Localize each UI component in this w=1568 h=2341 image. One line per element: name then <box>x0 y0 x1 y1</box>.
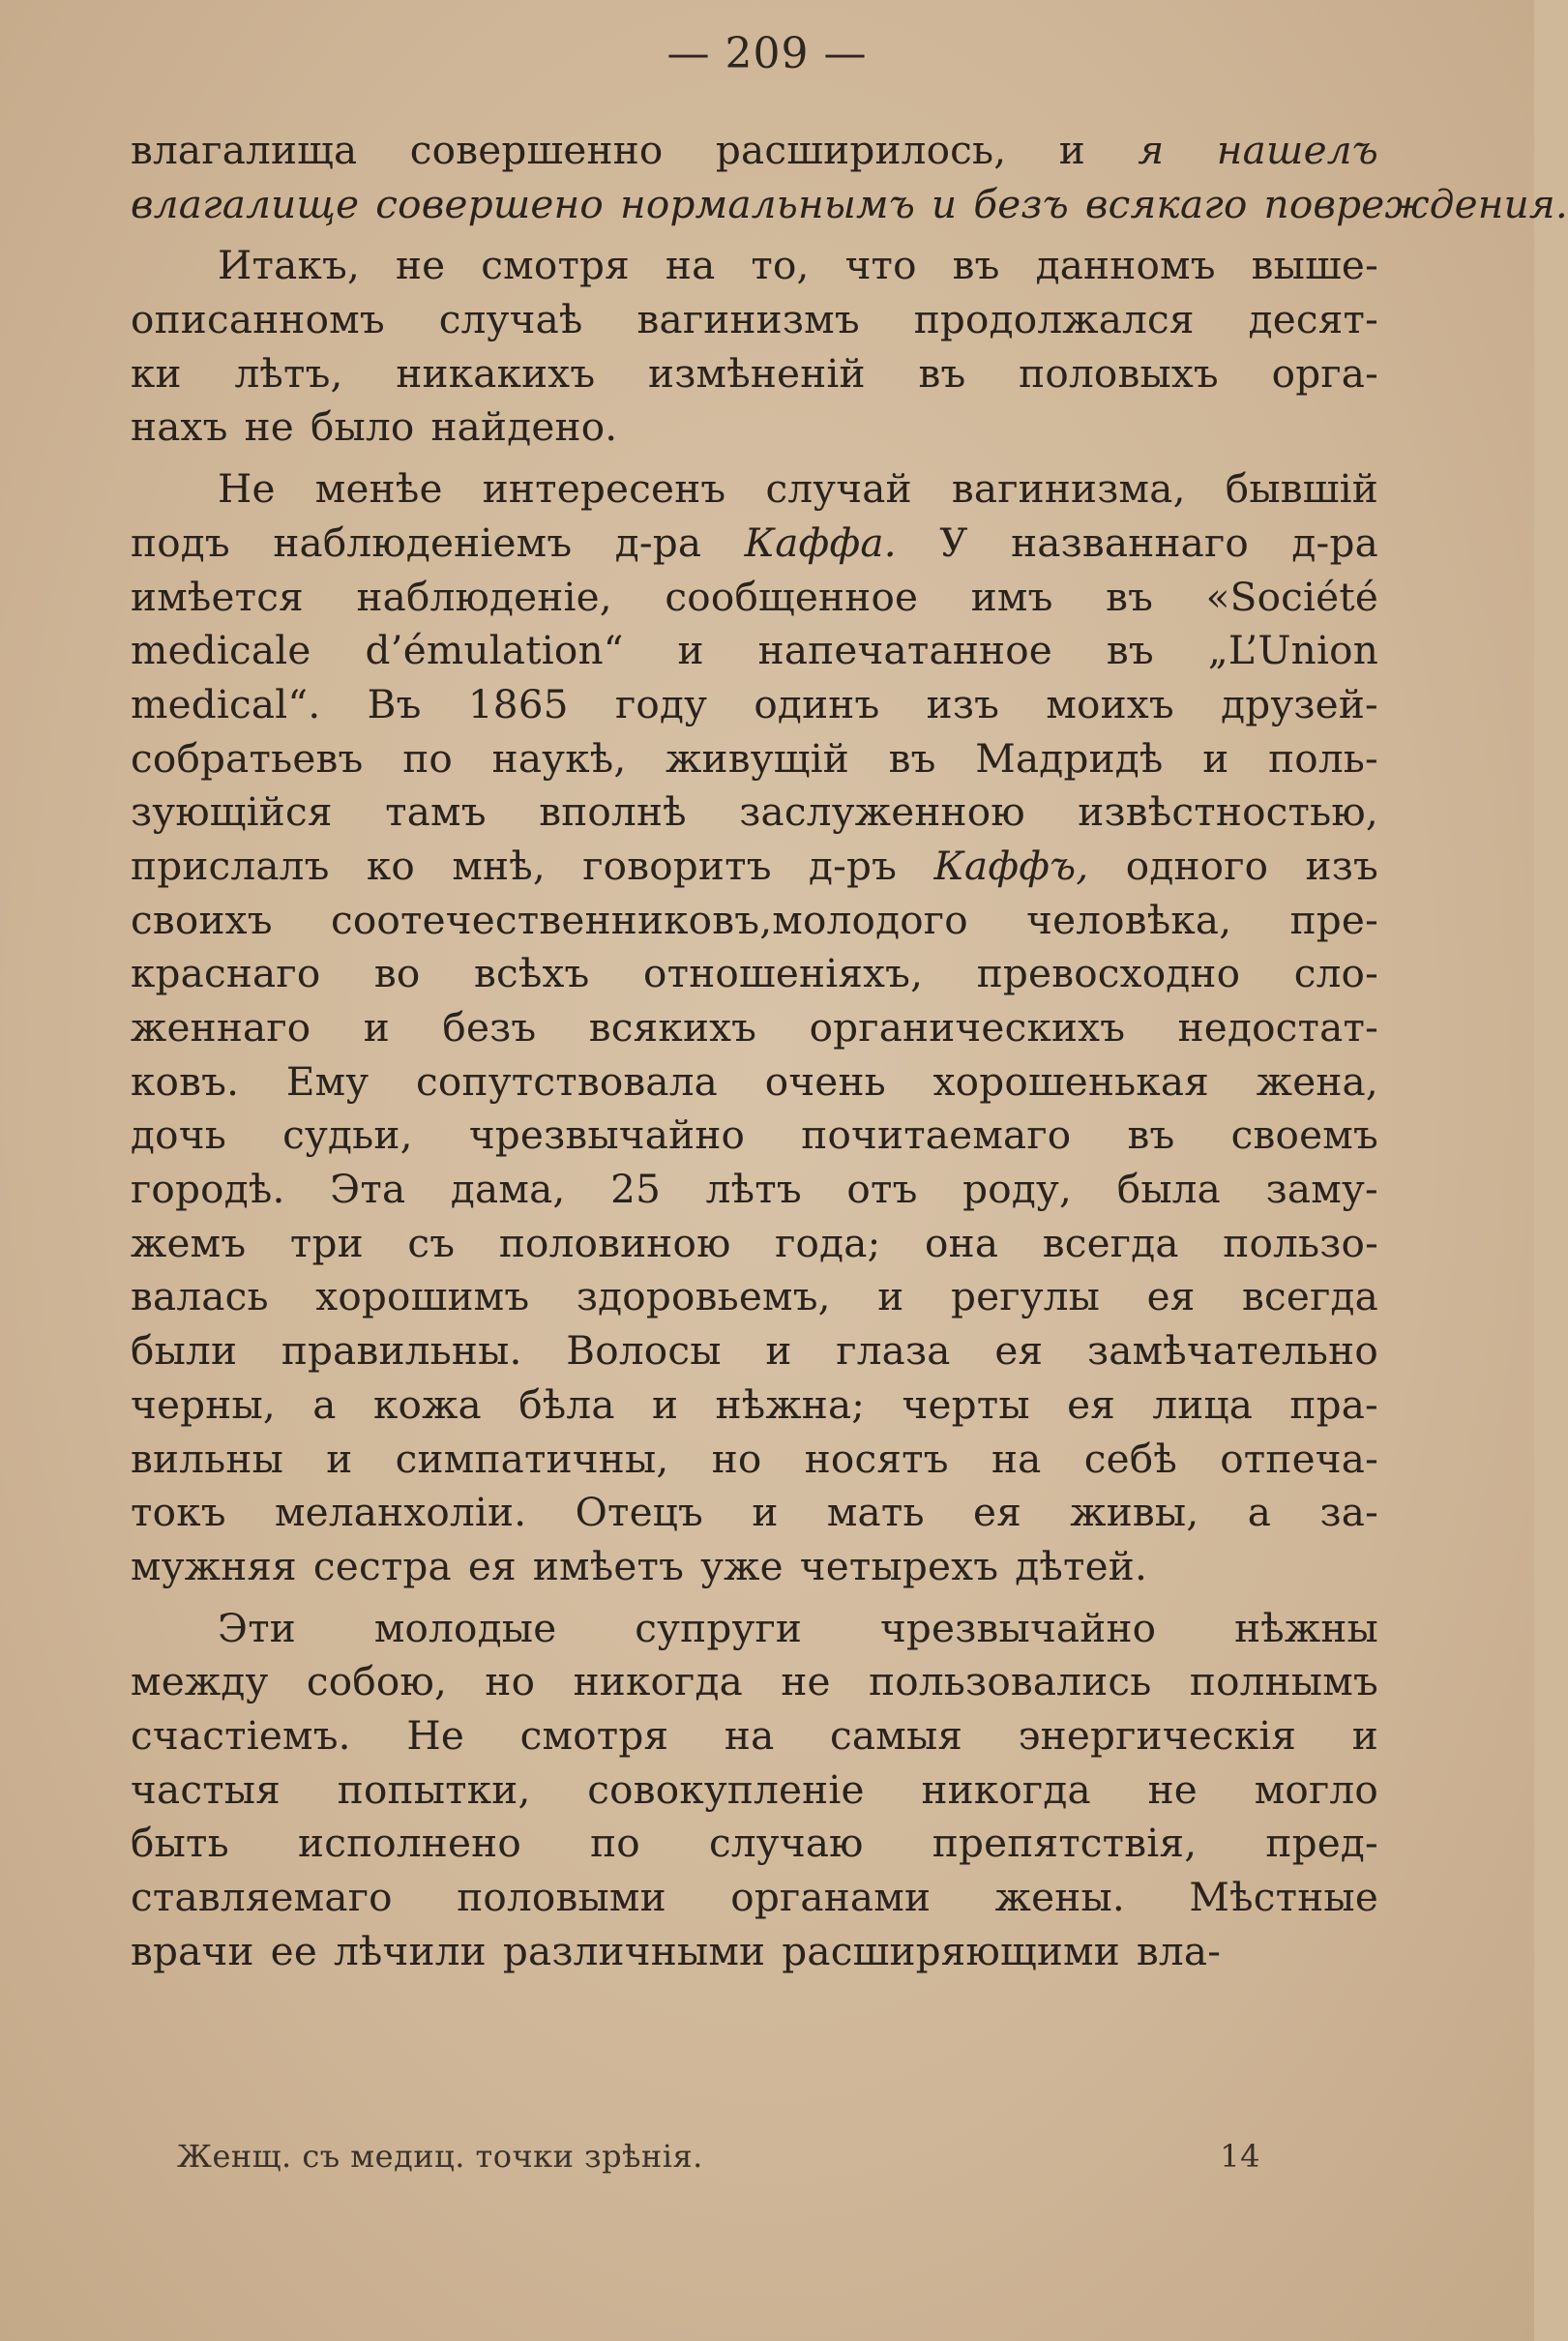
word: говоритъ <box>582 842 772 889</box>
word: десят- <box>1248 296 1378 343</box>
word: соотечественниковъ,молодого <box>330 896 968 943</box>
word: medical“. <box>131 680 321 727</box>
word: Каффа. <box>744 519 897 566</box>
word: между <box>131 1658 269 1705</box>
word: найдено. <box>430 403 618 451</box>
word: мужняя <box>131 1542 297 1589</box>
word: никогда <box>573 1658 743 1705</box>
word: и <box>363 1004 390 1051</box>
word: отпеча- <box>1220 1435 1378 1482</box>
word: самыя <box>830 1711 963 1759</box>
word: вагинизмъ <box>636 296 860 343</box>
word: описанномъ <box>131 296 385 343</box>
word: безъ <box>973 180 1069 227</box>
text-line <box>131 1378 1378 1433</box>
text-line <box>131 571 1378 625</box>
word: всякаго <box>1084 180 1248 227</box>
text-line <box>131 1925 1378 1979</box>
word: тамъ <box>385 788 487 836</box>
word: и <box>877 1273 904 1320</box>
text-line <box>131 1709 1378 1763</box>
word: нѣжна; <box>715 1380 866 1428</box>
word: не <box>244 403 294 451</box>
word: Эти <box>218 1604 296 1651</box>
word: живы, <box>1070 1489 1199 1536</box>
word: ставляемаго <box>131 1874 393 1920</box>
text-line <box>131 624 1378 678</box>
word: и <box>1202 734 1229 782</box>
word: заму- <box>1265 1166 1378 1213</box>
word: энергическія <box>1018 1711 1297 1759</box>
text-line <box>131 1163 1378 1217</box>
text-line <box>131 517 1378 571</box>
word: дочь <box>131 1111 226 1159</box>
word: могло <box>1254 1765 1378 1813</box>
word: сообщенное <box>665 573 919 620</box>
word: сестра <box>312 1542 452 1589</box>
word: кожа <box>372 1380 482 1428</box>
word: въ <box>952 242 1000 289</box>
word: d’émulation“ <box>365 627 624 674</box>
word: себѣ <box>1083 1435 1177 1482</box>
word: человѣка, <box>1026 896 1232 943</box>
word: а <box>1247 1489 1272 1536</box>
word: изъ <box>1305 842 1378 889</box>
word: смотря <box>519 1711 669 1759</box>
text-line <box>131 1217 1378 1271</box>
word: жемъ <box>131 1219 247 1266</box>
word: „L’Union <box>1207 627 1378 674</box>
word: половыми <box>457 1874 666 1920</box>
word: по <box>590 1820 640 1867</box>
word: замѣчательно <box>1086 1327 1378 1375</box>
word: почитаемаго <box>801 1111 1072 1159</box>
word: недостат- <box>1177 1004 1378 1051</box>
text-line <box>131 1763 1378 1818</box>
word: мать <box>826 1489 925 1536</box>
word: д-ра <box>1291 519 1378 566</box>
word: всѣхъ <box>474 950 590 997</box>
text-line <box>131 1540 1378 1594</box>
text-line <box>131 1109 1378 1163</box>
word: случаѣ <box>438 296 583 343</box>
word: ея <box>994 1327 1044 1375</box>
word: Отецъ <box>575 1489 703 1536</box>
word: половыхъ <box>1019 349 1219 397</box>
word: д-ра <box>614 519 702 566</box>
word: всегда <box>1042 1219 1179 1266</box>
word: ея <box>973 1489 1021 1536</box>
word: влагалище <box>131 180 360 227</box>
word: полнымъ <box>1189 1658 1378 1705</box>
word: лѣчили <box>334 1927 487 1974</box>
word: нахъ <box>131 403 228 451</box>
word: за- <box>1319 1489 1378 1536</box>
word: препятствія, <box>932 1820 1198 1867</box>
word: ее <box>270 1927 317 1974</box>
text-line <box>131 894 1378 948</box>
paragraph-gap <box>131 231 1378 239</box>
paragraph <box>131 124 1568 231</box>
word: заслуженною <box>739 788 1025 836</box>
paragraph <box>131 239 1378 455</box>
word: 25 <box>610 1166 662 1213</box>
word: въ <box>1106 573 1154 620</box>
paragraph <box>131 1602 1378 1979</box>
word: глаза <box>836 1327 951 1375</box>
word: прислалъ <box>131 842 330 889</box>
word: повреждения. <box>1263 180 1568 227</box>
paragraph-gap <box>131 455 1378 462</box>
word: и <box>651 1380 679 1428</box>
word: названнаго <box>1011 519 1249 566</box>
word: орга- <box>1271 349 1378 397</box>
word: вполнѣ <box>539 788 687 836</box>
text-line <box>131 1433 1378 1487</box>
word: никогда <box>921 1765 1091 1813</box>
text-line <box>131 840 1378 894</box>
word: выше- <box>1251 242 1378 289</box>
word: наблюденіе, <box>356 573 612 620</box>
word: и <box>1058 127 1085 173</box>
word: ея <box>1146 1273 1196 1320</box>
word: ки <box>131 349 182 397</box>
word: пред- <box>1265 1820 1378 1867</box>
word: симпатичны, <box>395 1435 669 1482</box>
word: собою, <box>306 1658 448 1705</box>
word: жены. <box>994 1874 1125 1920</box>
word: пре- <box>1289 896 1378 943</box>
word: роду, <box>962 1166 1073 1213</box>
word: смотря <box>481 242 630 289</box>
word: регулы <box>950 1273 1101 1320</box>
word: и <box>752 1489 779 1536</box>
word: въ <box>1106 627 1154 674</box>
word: Не <box>218 465 276 513</box>
word: черты <box>902 1380 1030 1428</box>
word: въ <box>918 349 966 397</box>
word: вильны <box>131 1435 283 1482</box>
word: совершенно <box>409 127 664 173</box>
text-line <box>131 1001 1378 1055</box>
text-line <box>131 785 1378 840</box>
word: medicale <box>131 627 311 674</box>
word: Волосы <box>566 1327 722 1375</box>
word: во <box>373 950 421 997</box>
word: живущій <box>666 734 849 782</box>
word: исполнено <box>298 1820 521 1867</box>
word: то, <box>751 242 810 289</box>
word: въ <box>888 734 936 782</box>
text-line <box>131 1270 1378 1324</box>
word: случай <box>765 465 912 513</box>
word: на <box>665 242 716 289</box>
word: быть <box>131 1820 229 1867</box>
word: валась <box>131 1273 269 1320</box>
text-line <box>131 1486 1378 1540</box>
word: подъ <box>131 519 230 566</box>
text-line <box>131 678 1378 732</box>
word: чрезвычайно <box>879 1604 1157 1651</box>
text-line <box>131 1817 1378 1871</box>
word: Мадридѣ <box>975 734 1164 782</box>
word: вла- <box>1136 1927 1222 1974</box>
word: поль- <box>1268 734 1378 782</box>
word: вагинизма, <box>951 465 1186 513</box>
word: хорошенькая <box>932 1057 1210 1105</box>
word: наукѣ, <box>491 734 627 782</box>
text-line <box>131 1871 1378 1925</box>
word: половиною <box>498 1219 731 1266</box>
word: пользо- <box>1223 1219 1378 1266</box>
word: мнѣ, <box>452 842 546 889</box>
page-footer <box>177 2138 1260 2175</box>
word: продолжался <box>913 296 1195 343</box>
word: «Société <box>1205 573 1378 620</box>
text-line <box>131 947 1378 1001</box>
word: черны, <box>131 1380 276 1428</box>
word: была <box>1116 1166 1222 1213</box>
word: расширяющими <box>782 1927 1120 1974</box>
word: съ <box>407 1219 456 1266</box>
word: интересенъ <box>482 465 726 513</box>
word: но <box>485 1658 536 1705</box>
word: случаю <box>709 1820 864 1867</box>
word: никакихъ <box>396 349 596 397</box>
text-line <box>131 732 1378 786</box>
text-line <box>131 178 1568 232</box>
word: жена, <box>1256 1057 1378 1105</box>
word: сопутствовала <box>416 1057 719 1105</box>
word: меланхоліи. <box>274 1489 527 1536</box>
word: и <box>677 627 704 674</box>
word: ковъ. <box>131 1057 240 1105</box>
word: городѣ. <box>131 1166 285 1213</box>
word: Мѣстные <box>1189 1874 1378 1920</box>
word: Ему <box>285 1057 370 1105</box>
word: изъ <box>926 680 1000 727</box>
word: ея <box>1067 1380 1116 1428</box>
word: правильны. <box>281 1327 522 1375</box>
word: нормальнымъ <box>620 180 916 227</box>
word: имѣется <box>131 573 304 620</box>
word: не <box>781 1658 831 1705</box>
word: д-ръ <box>809 842 898 889</box>
word: Эта <box>330 1166 406 1213</box>
word: я <box>1138 127 1165 173</box>
word: и <box>765 1327 792 1375</box>
word: молодые <box>373 1604 557 1651</box>
text-line <box>131 1602 1378 1656</box>
word: и <box>932 180 958 227</box>
footer-sheet-number: 14 <box>1220 2138 1260 2175</box>
word: носятъ <box>804 1435 949 1482</box>
word: очень <box>764 1057 886 1105</box>
word: на <box>724 1711 775 1759</box>
word: бывшій <box>1225 465 1378 513</box>
word: частыя <box>131 1765 281 1813</box>
word: менѣе <box>314 465 443 513</box>
word: своемъ <box>1230 1111 1378 1159</box>
word: дама, <box>450 1166 566 1213</box>
word: данномъ <box>1035 242 1216 289</box>
word: три <box>289 1219 364 1266</box>
word: она <box>925 1219 999 1266</box>
word: сло- <box>1293 950 1378 997</box>
word: извѣстностью, <box>1078 788 1378 836</box>
word: одинъ <box>754 680 880 727</box>
text-line <box>131 462 1378 517</box>
word: врачи <box>131 1927 254 1974</box>
page-number: — 209 — <box>666 29 868 78</box>
word: хорошимъ <box>315 1273 530 1320</box>
word: моихъ <box>1046 680 1174 727</box>
word: уже <box>700 1542 784 1589</box>
word: нашелъ <box>1216 127 1378 173</box>
word: имѣетъ <box>532 1542 685 1589</box>
word: своихъ <box>131 896 273 943</box>
word: Каффъ, <box>933 842 1089 889</box>
word: совершено <box>375 180 605 227</box>
text-line <box>131 124 1378 178</box>
word: женнаго <box>131 1004 311 1051</box>
word: и <box>1351 1711 1378 1759</box>
text-line <box>131 1324 1378 1378</box>
word: не <box>395 242 446 289</box>
word: лѣтъ, <box>234 349 343 397</box>
word: органическихъ <box>809 1004 1126 1051</box>
word: супруги <box>635 1604 803 1651</box>
text-line <box>131 400 1378 455</box>
body-text <box>131 124 1568 1978</box>
word: зующійся <box>131 788 333 836</box>
word: и <box>326 1435 353 1482</box>
word: друзей- <box>1221 680 1378 727</box>
text-line <box>131 239 1378 293</box>
text-line <box>131 347 1378 401</box>
word: отношеніяхъ, <box>643 950 924 997</box>
word: лѣтъ <box>705 1166 802 1213</box>
word: въ <box>1127 1111 1175 1159</box>
word: были <box>131 1327 238 1375</box>
word: ея <box>467 1542 517 1589</box>
word: безъ <box>442 1004 537 1051</box>
word: по <box>402 734 453 782</box>
word: года; <box>775 1219 881 1266</box>
word: всякихъ <box>588 1004 757 1051</box>
word: пра- <box>1289 1380 1378 1428</box>
word: на <box>991 1435 1042 1482</box>
word: токъ <box>131 1489 226 1536</box>
word: нѣжны <box>1234 1604 1378 1651</box>
word: 1865 <box>467 680 569 727</box>
word: совокупленіе <box>587 1765 865 1813</box>
word: не <box>1147 1765 1198 1813</box>
word: пользовались <box>869 1658 1152 1705</box>
word: Въ <box>367 680 422 727</box>
word: Не <box>406 1711 465 1759</box>
word: году <box>614 680 708 727</box>
word: ко <box>366 842 415 889</box>
word: имъ <box>970 573 1053 620</box>
word: наблюденіемъ <box>273 519 573 566</box>
word: собратьевъ <box>131 734 364 782</box>
word: органами <box>730 1874 932 1920</box>
word: попытки, <box>337 1765 531 1813</box>
footer-signature: Женщ. съ медиц. точки зрѣнія. <box>177 2138 703 2175</box>
word: дѣтей. <box>1015 1542 1148 1589</box>
word: судьи, <box>282 1111 413 1159</box>
word: У <box>939 519 968 566</box>
word: расширилось, <box>715 127 1007 173</box>
word: а <box>312 1380 337 1428</box>
word: здоровьемъ, <box>576 1273 831 1320</box>
word: всегда <box>1242 1273 1378 1320</box>
word: было <box>310 403 415 451</box>
text-line <box>131 1055 1378 1110</box>
word: чрезвычайно <box>468 1111 746 1159</box>
word: одного <box>1125 842 1269 889</box>
word: что <box>844 242 917 289</box>
word: бѣла <box>518 1380 615 1428</box>
text-line <box>131 1655 1378 1709</box>
word: превосходно <box>976 950 1241 997</box>
word: лица <box>1152 1380 1254 1428</box>
word: отъ <box>846 1166 918 1213</box>
paragraph <box>131 462 1378 1593</box>
word: Итакъ, <box>218 242 361 289</box>
word: но <box>711 1435 762 1482</box>
word: влагалища <box>131 127 358 173</box>
text-line <box>131 293 1378 347</box>
word: счастіемъ. <box>131 1711 351 1759</box>
word: различными <box>502 1927 766 1974</box>
word: измѣненій <box>648 349 866 397</box>
word: краснаго <box>131 950 321 997</box>
word: напечатанное <box>757 627 1052 674</box>
paragraph-gap <box>131 1594 1378 1602</box>
word: четырехъ <box>799 1542 999 1589</box>
